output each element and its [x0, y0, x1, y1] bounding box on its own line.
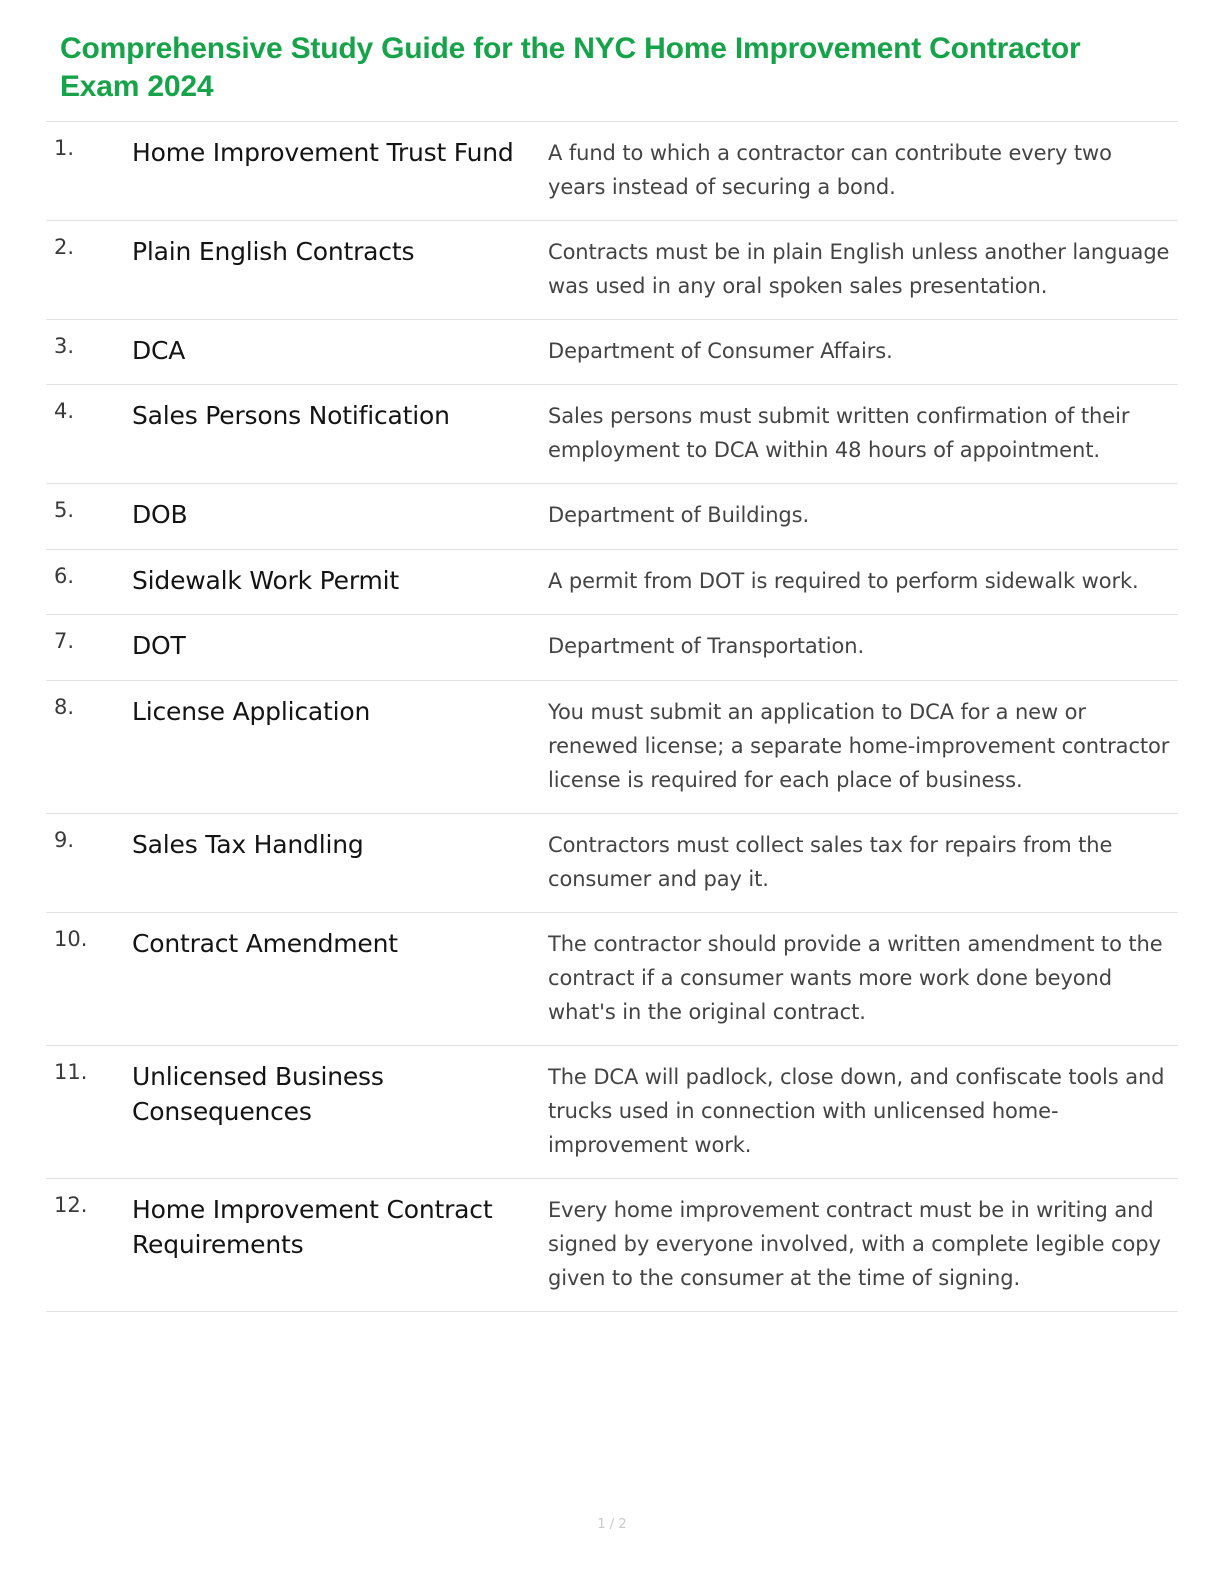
term-name: Sales Tax Handling — [132, 829, 364, 859]
term-definition: Every home improvement contract must be in writing and signed by everyone involved, with a complete legible copy given to the consumer at the time of signing. — [548, 1198, 1161, 1291]
term-name: Sidewalk Work Permit — [132, 565, 399, 595]
term-name: Sales Persons Notification — [132, 401, 450, 431]
terms-table — [46, 121, 1178, 1312]
table-row — [46, 319, 1178, 385]
table-row — [46, 680, 1178, 813]
table-row — [46, 615, 1178, 681]
term-definition: Department of Transportation. — [548, 634, 865, 659]
term-name: License Application — [132, 696, 371, 726]
table-row — [46, 121, 1178, 220]
term-name: DOB — [132, 500, 188, 530]
table-row — [46, 385, 1178, 484]
term-definition: Department of Consumer Affairs. — [548, 338, 893, 363]
term-name: Unlicensed Business Consequences — [132, 1062, 384, 1126]
term-number: 3. — [54, 333, 75, 358]
term-definition: The contractor should provide a written amendment to the contract if a consumer wants more work done beyond what's in the original contract. — [548, 931, 1163, 1024]
table-row — [46, 1179, 1178, 1312]
term-definition: You must submit an application to DCA for a new or renewed license; a separate home-improvement contractor license is required for each place of business. — [548, 699, 1170, 792]
term-definition: A fund to which a contractor can contribute every two years instead of securing a bond. — [548, 140, 1112, 199]
term-number: 1. — [54, 135, 75, 160]
term-number: 8. — [54, 694, 75, 719]
table-row — [46, 1046, 1178, 1179]
table-row — [46, 813, 1178, 912]
term-name: DCA — [132, 335, 186, 365]
terms-table-body — [46, 121, 1178, 1311]
page-title: Comprehensive Study Guide for the NYC Home Improvement Contractor Exam 2024 — [60, 32, 1081, 104]
table-row — [46, 220, 1178, 319]
table-row — [46, 912, 1178, 1045]
term-definition: Contracts must be in plain English unless another language was used in any oral spoken sales presentation. — [548, 239, 1170, 298]
term-number: 9. — [54, 827, 75, 852]
term-number: 5. — [54, 498, 75, 523]
term-number: 12. — [54, 1193, 88, 1218]
term-number: 7. — [54, 629, 75, 654]
term-number: 2. — [54, 234, 75, 259]
term-number: 10. — [54, 926, 88, 951]
term-number: 6. — [54, 563, 75, 588]
term-definition: Department of Buildings. — [548, 503, 810, 528]
page-number: 1 / 2 — [597, 1517, 627, 1532]
term-name: Contract Amendment — [132, 928, 398, 958]
term-definition: The DCA will padlock, close down, and confiscate tools and trucks used in connection with unlicensed home-improvement work. — [548, 1065, 1165, 1158]
term-definition: Sales persons must submit written confirmation of their employment to DCA within 48 hours of appointment. — [548, 404, 1130, 463]
term-definition: A permit from DOT is required to perform sidewalk work. — [548, 568, 1139, 593]
term-number: 4. — [54, 399, 75, 424]
table-row — [46, 549, 1178, 615]
term-name: DOT — [132, 631, 186, 661]
term-definition: Contractors must collect sales tax for repairs from the consumer and pay it. — [548, 832, 1113, 891]
term-name: Home Improvement Contract Requirements — [132, 1195, 493, 1259]
term-name: Plain English Contracts — [132, 236, 415, 266]
term-name: Home Improvement Trust Fund — [132, 137, 514, 167]
table-row — [46, 484, 1178, 550]
term-number: 11. — [54, 1060, 88, 1084]
